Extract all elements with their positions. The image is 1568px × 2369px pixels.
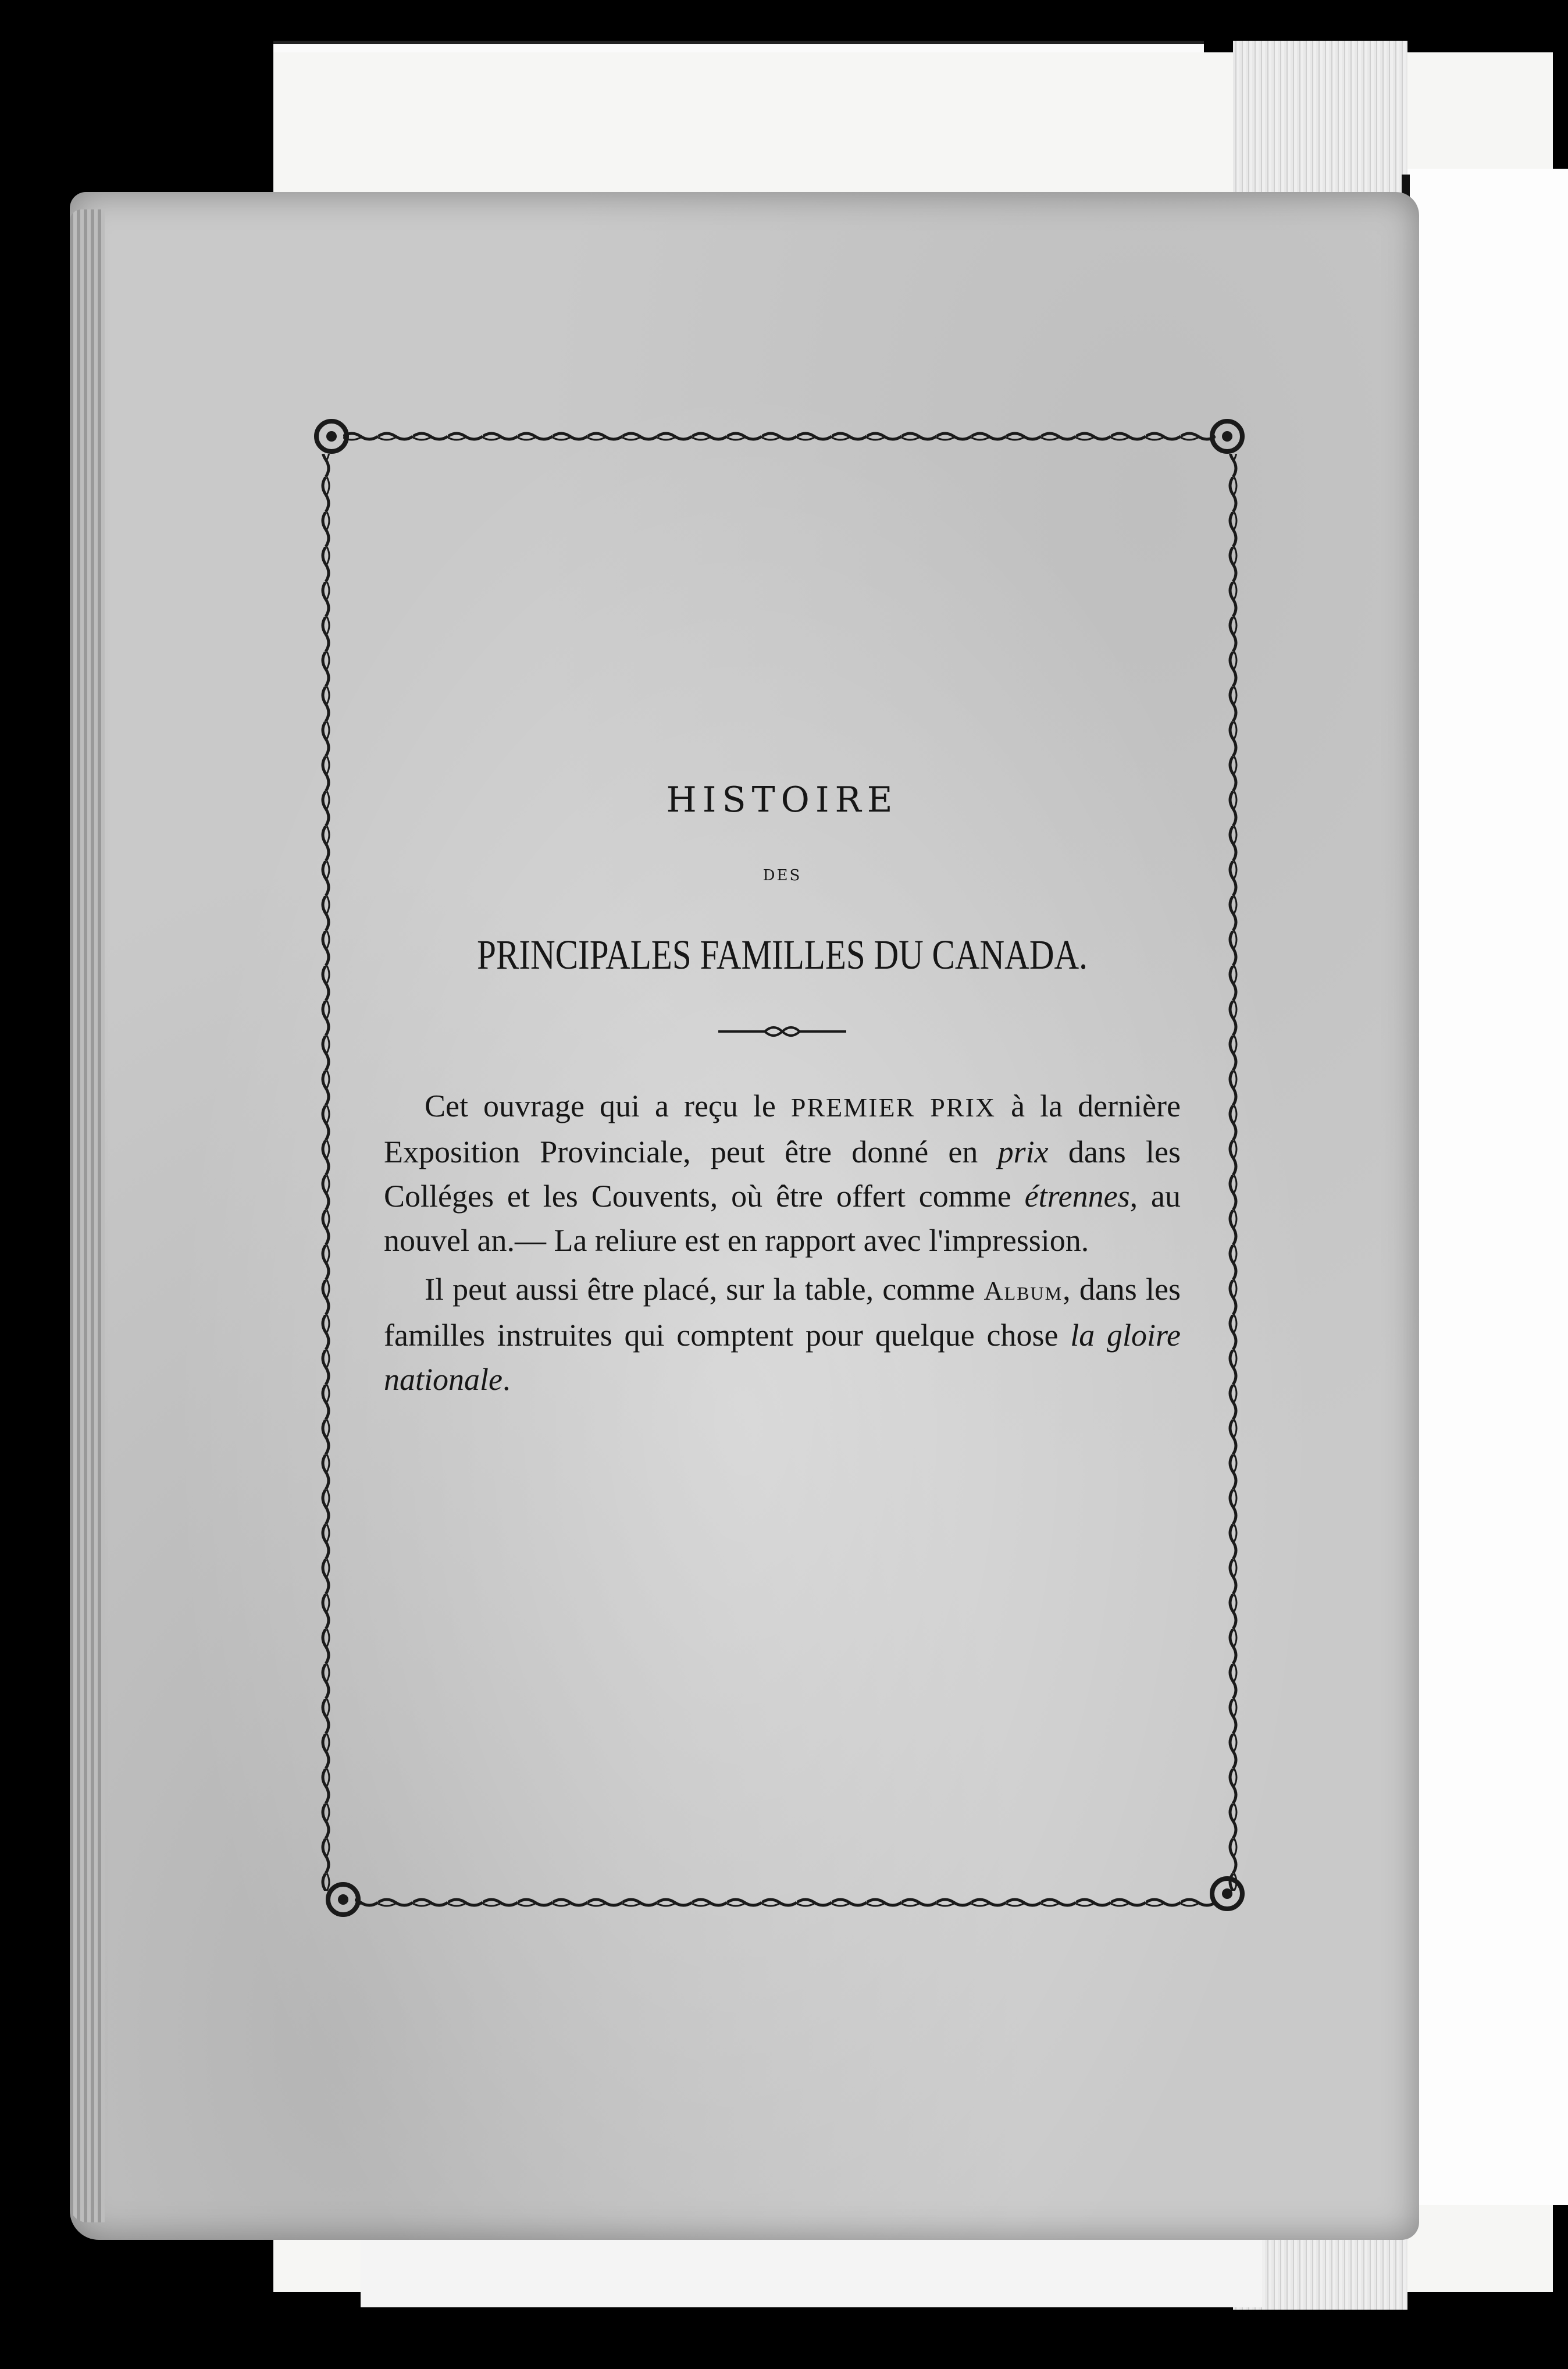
- title-histoire: HISTOIRE: [666, 780, 899, 820]
- etrennes-italic: étrennes: [1024, 1179, 1130, 1214]
- paragraph-first: Cet ouvrage qui a reçu le PREMIER PRIX à la dernière Exposition Provinciale, peut être donné en prix dans les Colléges et les Couvents, où être offert comme étrennes, au nouvel an.— La reliure est en rapport avec l'impression.: [384, 1089, 1181, 1258]
- premier-prix: PREMIER PRIX: [790, 1093, 996, 1122]
- prix-italic: prix: [997, 1134, 1049, 1169]
- ornament-divider: [718, 1020, 846, 1043]
- right-sheet: [1407, 169, 1568, 2205]
- title-des: DES: [762, 867, 802, 884]
- title-page-content: [384, 780, 1181, 1402]
- title-main: PRINCIPALES FAMILLES DU CANADA.: [477, 931, 1088, 978]
- paragraph-second: Il peut aussi être placé, sur la table, comme Album, dans les familles instruites qui comptent pour quelque chose la gloire nationale.: [384, 1272, 1181, 1397]
- gloire-italic: la gloire nationale: [384, 1318, 1181, 1397]
- page-spine: [70, 209, 105, 2222]
- album-smallcaps: Album: [983, 1276, 1063, 1306]
